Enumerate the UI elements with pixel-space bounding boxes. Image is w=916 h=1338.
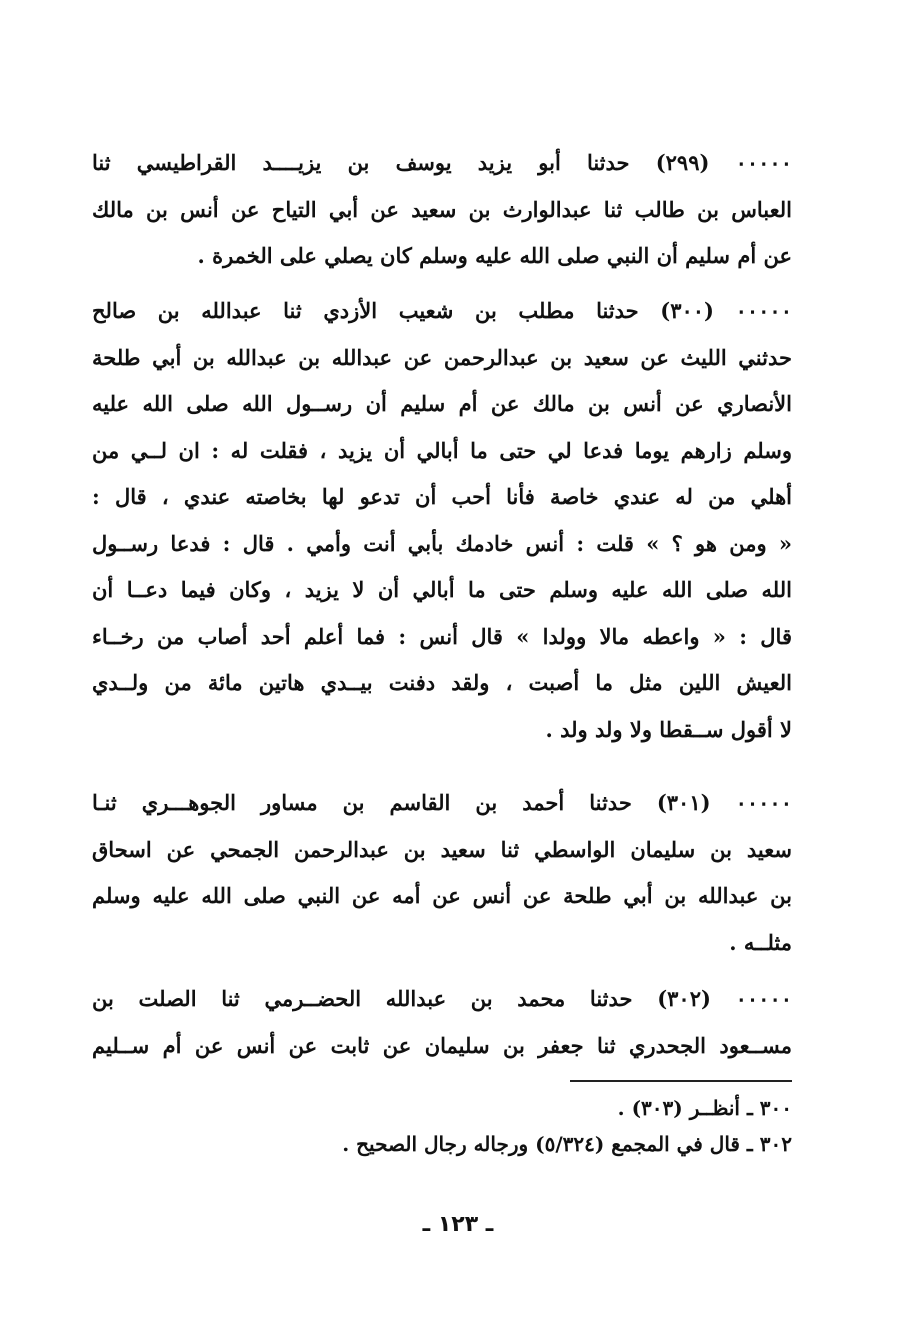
hadith-299-paragraph [92, 140, 792, 280]
hadith-line: ٠٠٠٠٠ (٢٩٩) حدثنا أبو يزيد يوسف بن يزيــــد القراطيسي ثنا [92, 150, 792, 175]
footnote-divider [570, 1080, 792, 1082]
footnotes [180, 1090, 792, 1162]
hadith-line: مثلــه . [729, 929, 792, 955]
hadith-line: ٠٠٠٠٠ (٣٠٢) حدثنا محمد بن عبدالله الحضــرمي ثنا الصلت بن [92, 986, 793, 1011]
footnote-302: ٣٠٢ ـ قال في المجمع (٥/٣٢٤) ورجاله رجال الصحيح . [342, 1132, 792, 1156]
hadith-line: حدثني الليث عن سعيد بن عبدالرحمن عن عبدالله بن عبدالله بن أبي طلحة [92, 344, 792, 370]
hadith-line: الأنصاري عن أنس بن مالك عن أم سليم أن رســول الله صلى الله عليه [92, 391, 792, 416]
hadith-line: قال : « واعطه مالا وولدا » قال أنس : فما أعلم أحد أصاب من رخــاء [92, 623, 792, 649]
page-number: ـ ١٢٣ ـ [422, 1212, 494, 1237]
hadith-line: « ومن هو ؟ » قلت : أنس خادمك بأبي أنت وأمي . قال : فدعا رســول [92, 530, 792, 556]
hadith-301-paragraph [92, 780, 792, 966]
hadith-line: العيش اللين مثل ما أصبت ، ولقد دفنت بيــدي هاتين مائة من ولــدي [92, 670, 792, 695]
hadith-line: لا أقول ســقطا ولا ولد ولد . [545, 716, 792, 742]
hadith-line: الله صلى الله عليه وسلم حتى ما أبالي أن لا يزيد ، وكان فيما دعــا أن [92, 577, 792, 602]
hadith-300-paragraph [92, 288, 792, 753]
hadith-line: العباس بن طالب ثنا عبدالوارث بن سعيد عن أبي التياح عن أنس بن مالك [92, 196, 792, 222]
hadith-line: وسلم زارهم يوما فدعا لي حتى ما أبالي أن يزيد ، فقلت له : ان لــي من [92, 437, 792, 463]
hadith-302-paragraph [92, 976, 792, 1069]
hadith-line: سعيد بن سليمان الواسطي ثنا سعيد بن عبدالرحمن الجمحي عن اسحاق [92, 836, 792, 862]
hadith-line: أهلي من له عندي خاصة فأنا أحب أن تدعو لها بخاصته عندي ، قال : [92, 484, 792, 509]
hadith-line: عن أم سليم أن النبي صلى الله عليه وسلم كان يصلي على الخمرة . [197, 243, 792, 268]
hadith-line: ٠٠٠٠٠ (٣٠١) حدثنا أحمد بن القاسم بن مساور الجوهـــري ثنـا [92, 790, 792, 815]
hadith-line: مســعود الجحدري ثنا جعفر بن سليمان عن ثابت عن أنس عن أم ســليم [92, 1032, 792, 1058]
footnote-300: ٣٠٠ ـ أنظــر (٣٠٣) . [617, 1096, 792, 1120]
hadith-line: بن عبدالله بن أبي طلحة عن أنس عن أمه عن النبي صلى الله عليه وسلم [92, 883, 792, 908]
hadith-line: ٠٠٠٠٠ (٣٠٠) حدثنا مطلب بن شعيب الأزدي ثنا عبدالله بن صالح [92, 298, 792, 323]
